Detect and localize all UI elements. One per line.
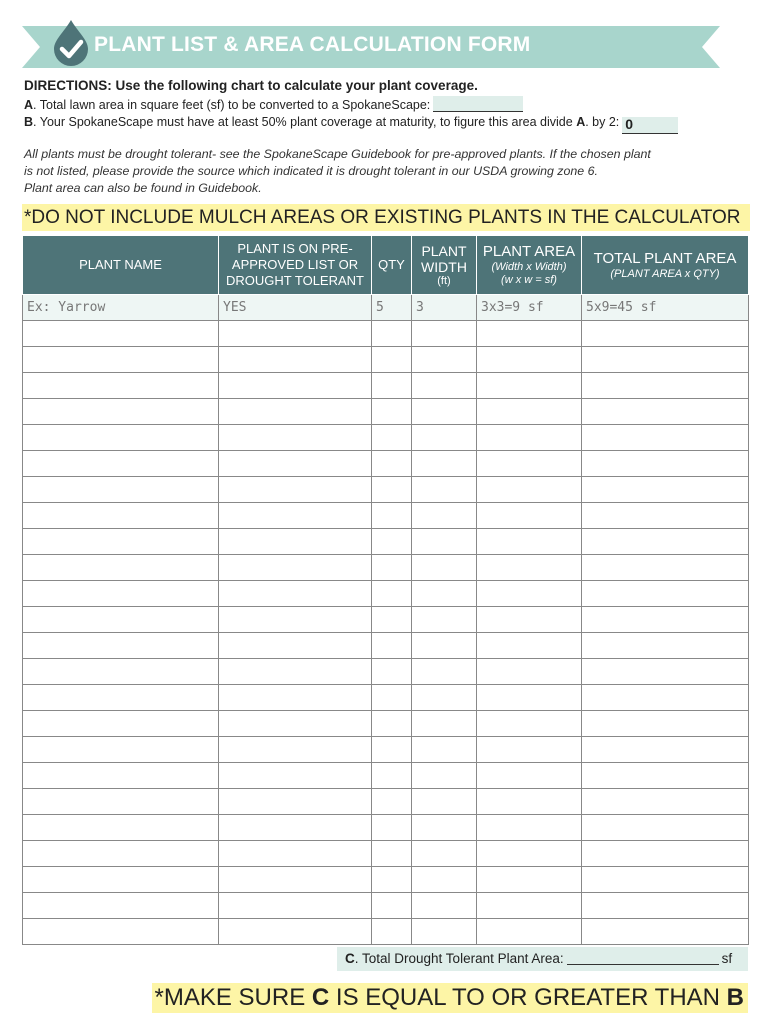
qty-cell[interactable] bbox=[372, 893, 412, 919]
line-a-text: . Total lawn area in square feet (sf) to be converted to a SpokaneScape: bbox=[33, 98, 431, 112]
qty-cell[interactable] bbox=[372, 763, 412, 789]
qty-cell[interactable] bbox=[372, 867, 412, 893]
plant-name-cell[interactable] bbox=[23, 373, 219, 399]
area-cell[interactable] bbox=[477, 451, 582, 477]
qty-cell[interactable] bbox=[372, 789, 412, 815]
example-plant-name: Ex: Yarrow bbox=[23, 295, 219, 321]
total-cell[interactable] bbox=[582, 373, 749, 399]
letter-a: A bbox=[24, 98, 34, 112]
approved-cell[interactable] bbox=[219, 373, 372, 399]
table-row bbox=[23, 607, 749, 633]
approved-cell[interactable] bbox=[219, 711, 372, 737]
plant-name-cell[interactable] bbox=[23, 633, 219, 659]
plant-name-cell[interactable] bbox=[23, 737, 219, 763]
plant-name-cell[interactable] bbox=[23, 451, 219, 477]
table-row bbox=[23, 919, 749, 945]
water-drop-check-icon bbox=[52, 20, 90, 66]
total-cell[interactable] bbox=[582, 321, 749, 347]
header-approved-line1: PLANT IS ON PRE- bbox=[237, 241, 353, 256]
approved-cell[interactable] bbox=[219, 607, 372, 633]
direction-line-a bbox=[24, 96, 754, 112]
qty-cell[interactable] bbox=[372, 711, 412, 737]
approved-cell[interactable] bbox=[219, 789, 372, 815]
qty-cell[interactable] bbox=[372, 659, 412, 685]
width-cell[interactable] bbox=[412, 477, 477, 503]
approved-cell[interactable] bbox=[219, 815, 372, 841]
area-cell[interactable] bbox=[477, 425, 582, 451]
approved-cell[interactable] bbox=[219, 581, 372, 607]
width-cell[interactable] bbox=[412, 711, 477, 737]
total-cell[interactable] bbox=[582, 529, 749, 555]
total-area-field[interactable] bbox=[567, 950, 719, 965]
table-row bbox=[23, 789, 749, 815]
approved-cell[interactable] bbox=[219, 425, 372, 451]
plant-name-cell[interactable] bbox=[23, 581, 219, 607]
total-cell[interactable] bbox=[582, 893, 749, 919]
example-width: 3 bbox=[412, 295, 477, 321]
example-area: 3x3=9 sf bbox=[477, 295, 582, 321]
plant-name-cell[interactable] bbox=[23, 711, 219, 737]
plant-name-cell[interactable] bbox=[23, 659, 219, 685]
header-width bbox=[412, 236, 477, 295]
approved-cell[interactable] bbox=[219, 633, 372, 659]
warning-b: B bbox=[726, 984, 744, 1011]
example-total: 5x9=45 sf bbox=[582, 295, 749, 321]
table-row bbox=[23, 737, 749, 763]
qty-cell[interactable] bbox=[372, 399, 412, 425]
plant-name-cell[interactable] bbox=[23, 347, 219, 373]
area-cell[interactable] bbox=[477, 867, 582, 893]
qty-cell[interactable] bbox=[372, 529, 412, 555]
area-cell[interactable] bbox=[477, 919, 582, 945]
total-cell[interactable] bbox=[582, 737, 749, 763]
direction-line-b bbox=[24, 115, 754, 134]
qty-cell[interactable] bbox=[372, 581, 412, 607]
example-row bbox=[23, 295, 749, 321]
directions-heading: DIRECTIONS: Use the following chart to calculate your plant coverage. bbox=[24, 78, 478, 93]
note-line-3: Plant area can also be found in Guidebook. bbox=[24, 181, 262, 195]
width-cell[interactable] bbox=[412, 347, 477, 373]
total-cell[interactable] bbox=[582, 347, 749, 373]
total-cell[interactable] bbox=[582, 711, 749, 737]
header-total-sub: (PLANT AREA x QTY) bbox=[610, 267, 720, 280]
width-cell[interactable] bbox=[412, 633, 477, 659]
total-c-row bbox=[337, 947, 748, 971]
qty-cell[interactable] bbox=[372, 373, 412, 399]
coverage-field[interactable]: 0 bbox=[622, 117, 678, 134]
width-cell[interactable] bbox=[412, 789, 477, 815]
approved-cell[interactable] bbox=[219, 893, 372, 919]
qty-cell[interactable] bbox=[372, 451, 412, 477]
area-cell[interactable] bbox=[477, 633, 582, 659]
width-cell[interactable] bbox=[412, 607, 477, 633]
plant-name-cell[interactable] bbox=[23, 919, 219, 945]
header-total-main: TOTAL PLANT AREA bbox=[593, 249, 737, 267]
plant-name-cell[interactable] bbox=[23, 867, 219, 893]
width-cell[interactable] bbox=[412, 581, 477, 607]
qty-cell[interactable] bbox=[372, 919, 412, 945]
note-line-2: is not listed, please provide the source which indicated it is drought tolerant in our USDA growing zone 6. bbox=[24, 164, 598, 178]
note-line-1: All plants must be drought tolerant- see the SpokaneScape Guidebook for pre-approved plants. If the chosen plant bbox=[24, 147, 651, 161]
table-row bbox=[23, 893, 749, 919]
qty-cell[interactable] bbox=[372, 425, 412, 451]
area-cell[interactable] bbox=[477, 685, 582, 711]
width-cell[interactable] bbox=[412, 737, 477, 763]
area-cell[interactable] bbox=[477, 555, 582, 581]
warning-middle: IS EQUAL TO OR GREATER THAN bbox=[329, 984, 727, 1011]
approved-cell[interactable] bbox=[219, 555, 372, 581]
qty-cell[interactable] bbox=[372, 477, 412, 503]
table-row bbox=[23, 373, 749, 399]
line-b-tail: . by 2: bbox=[585, 115, 620, 129]
total-cell[interactable] bbox=[582, 815, 749, 841]
warning-prefix: *MAKE SURE bbox=[154, 984, 312, 1011]
table-row bbox=[23, 477, 749, 503]
area-cell[interactable] bbox=[477, 581, 582, 607]
table-row bbox=[23, 659, 749, 685]
qty-cell[interactable] bbox=[372, 815, 412, 841]
total-cell[interactable] bbox=[582, 633, 749, 659]
qty-cell[interactable] bbox=[372, 633, 412, 659]
area-cell[interactable] bbox=[477, 711, 582, 737]
make-sure-warning bbox=[152, 983, 748, 1013]
form-title: PLANT LIST & AREA CALCULATION FORM bbox=[94, 33, 531, 56]
table-row bbox=[23, 633, 749, 659]
approved-cell[interactable] bbox=[219, 659, 372, 685]
total-cell[interactable] bbox=[582, 607, 749, 633]
table-row bbox=[23, 321, 749, 347]
total-cell[interactable] bbox=[582, 581, 749, 607]
area-cell[interactable] bbox=[477, 347, 582, 373]
approved-cell[interactable] bbox=[219, 763, 372, 789]
table-row bbox=[23, 425, 749, 451]
area-cell[interactable] bbox=[477, 659, 582, 685]
table-row bbox=[23, 815, 749, 841]
plant-name-cell[interactable] bbox=[23, 503, 219, 529]
mulch-warning: *DO NOT INCLUDE MULCH AREAS OR EXISTING PLANTS IN THE CALCULATOR bbox=[22, 204, 750, 231]
header-plant-name: PLANT NAME bbox=[23, 236, 219, 295]
qty-cell[interactable] bbox=[372, 555, 412, 581]
width-cell[interactable] bbox=[412, 451, 477, 477]
table-row bbox=[23, 841, 749, 867]
width-cell[interactable] bbox=[412, 685, 477, 711]
width-cell[interactable] bbox=[412, 321, 477, 347]
area-cell[interactable] bbox=[477, 789, 582, 815]
width-cell[interactable] bbox=[412, 659, 477, 685]
approved-cell[interactable] bbox=[219, 529, 372, 555]
plant-name-cell[interactable] bbox=[23, 477, 219, 503]
letter-b: B bbox=[24, 115, 34, 129]
approved-cell[interactable] bbox=[219, 451, 372, 477]
approved-cell[interactable] bbox=[219, 737, 372, 763]
total-cell[interactable] bbox=[582, 659, 749, 685]
approved-cell[interactable] bbox=[219, 477, 372, 503]
letter-c: C bbox=[345, 951, 355, 966]
table-row bbox=[23, 555, 749, 581]
approved-cell[interactable] bbox=[219, 503, 372, 529]
header-qty: QTY bbox=[372, 236, 412, 295]
table-row bbox=[23, 399, 749, 425]
table-row bbox=[23, 867, 749, 893]
plant-name-cell[interactable] bbox=[23, 815, 219, 841]
total-cell[interactable] bbox=[582, 477, 749, 503]
total-c-unit: sf bbox=[721, 951, 733, 966]
total-cell[interactable] bbox=[582, 399, 749, 425]
plant-table bbox=[22, 235, 749, 945]
plant-name-cell[interactable] bbox=[23, 685, 219, 711]
header-approved bbox=[219, 236, 372, 295]
qty-cell[interactable] bbox=[372, 685, 412, 711]
approved-cell[interactable] bbox=[219, 321, 372, 347]
example-approved: YES bbox=[219, 295, 372, 321]
area-cell[interactable] bbox=[477, 477, 582, 503]
table-row bbox=[23, 711, 749, 737]
total-cell[interactable] bbox=[582, 919, 749, 945]
plant-name-cell[interactable] bbox=[23, 321, 219, 347]
area-cell[interactable] bbox=[477, 529, 582, 555]
warning-c: C bbox=[311, 984, 330, 1011]
table-row bbox=[23, 451, 749, 477]
table-row bbox=[23, 581, 749, 607]
width-cell[interactable] bbox=[412, 763, 477, 789]
lawn-area-field[interactable] bbox=[433, 96, 523, 112]
qty-cell[interactable] bbox=[372, 503, 412, 529]
total-cell[interactable] bbox=[582, 867, 749, 893]
total-c-label: . Total Drought Tolerant Plant Area: bbox=[354, 951, 564, 966]
header-area-main: PLANT AREA bbox=[482, 243, 576, 260]
width-cell[interactable] bbox=[412, 919, 477, 945]
total-cell[interactable] bbox=[582, 789, 749, 815]
directions-block bbox=[24, 78, 754, 134]
approved-cell[interactable] bbox=[219, 685, 372, 711]
plant-name-cell[interactable] bbox=[23, 555, 219, 581]
header-width-line1: PLANT bbox=[421, 242, 467, 259]
plant-name-cell[interactable] bbox=[23, 399, 219, 425]
width-cell[interactable] bbox=[412, 529, 477, 555]
qty-cell[interactable] bbox=[372, 321, 412, 347]
plant-name-cell[interactable] bbox=[23, 425, 219, 451]
area-cell[interactable] bbox=[477, 841, 582, 867]
area-cell[interactable] bbox=[477, 893, 582, 919]
plant-name-cell[interactable] bbox=[23, 529, 219, 555]
qty-cell[interactable] bbox=[372, 347, 412, 373]
table-header-row bbox=[23, 236, 749, 295]
plant-name-cell[interactable] bbox=[23, 789, 219, 815]
table-row bbox=[23, 529, 749, 555]
area-cell[interactable] bbox=[477, 815, 582, 841]
width-cell[interactable] bbox=[412, 555, 477, 581]
table-row bbox=[23, 347, 749, 373]
area-cell[interactable] bbox=[477, 503, 582, 529]
width-cell[interactable] bbox=[412, 815, 477, 841]
header-banner bbox=[22, 26, 720, 68]
total-cell[interactable] bbox=[582, 685, 749, 711]
qty-cell[interactable] bbox=[372, 607, 412, 633]
area-cell[interactable] bbox=[477, 373, 582, 399]
width-cell[interactable] bbox=[412, 841, 477, 867]
approved-cell[interactable] bbox=[219, 347, 372, 373]
width-cell[interactable] bbox=[412, 373, 477, 399]
total-cell[interactable] bbox=[582, 503, 749, 529]
area-cell[interactable] bbox=[477, 737, 582, 763]
total-cell[interactable] bbox=[582, 451, 749, 477]
header-area-sub1: (Width x Width) bbox=[491, 261, 567, 273]
total-cell[interactable] bbox=[582, 841, 749, 867]
line-b-ref-a: A bbox=[576, 115, 586, 129]
approved-cell[interactable] bbox=[219, 399, 372, 425]
header-approved-line3: DROUGHT TOLERANT bbox=[226, 273, 364, 288]
total-cell[interactable] bbox=[582, 425, 749, 451]
width-cell[interactable] bbox=[412, 503, 477, 529]
width-cell[interactable] bbox=[412, 867, 477, 893]
plant-name-cell[interactable] bbox=[23, 763, 219, 789]
total-cell[interactable] bbox=[582, 763, 749, 789]
approved-cell[interactable] bbox=[219, 867, 372, 893]
header-width-unit: (ft) bbox=[437, 274, 451, 287]
area-cell[interactable] bbox=[477, 399, 582, 425]
line-b-text: . Your SpokaneScape must have at least 50% plant coverage at maturity, to figure this area divide bbox=[33, 115, 573, 129]
area-cell[interactable] bbox=[477, 763, 582, 789]
plant-name-cell[interactable] bbox=[23, 607, 219, 633]
plant-name-cell[interactable] bbox=[23, 893, 219, 919]
qty-cell[interactable] bbox=[372, 841, 412, 867]
width-cell[interactable] bbox=[412, 893, 477, 919]
header-total-area bbox=[582, 236, 749, 295]
header-plant-area bbox=[477, 236, 582, 295]
width-cell[interactable] bbox=[412, 399, 477, 425]
table-row bbox=[23, 763, 749, 789]
table-row bbox=[23, 685, 749, 711]
plant-name-cell[interactable] bbox=[23, 841, 219, 867]
approved-cell[interactable] bbox=[219, 841, 372, 867]
width-cell[interactable] bbox=[412, 425, 477, 451]
header-approved-line2: APPROVED LIST OR bbox=[231, 257, 359, 272]
area-cell[interactable] bbox=[477, 607, 582, 633]
header-width-line2: WIDTH bbox=[421, 258, 467, 275]
example-qty: 5 bbox=[372, 295, 412, 321]
header-area-sub2: (w x w = sf) bbox=[501, 274, 557, 286]
drought-tolerant-note bbox=[24, 146, 754, 197]
table-row bbox=[23, 503, 749, 529]
qty-cell[interactable] bbox=[372, 737, 412, 763]
total-cell[interactable] bbox=[582, 555, 749, 581]
approved-cell[interactable] bbox=[219, 919, 372, 945]
area-cell[interactable] bbox=[477, 321, 582, 347]
